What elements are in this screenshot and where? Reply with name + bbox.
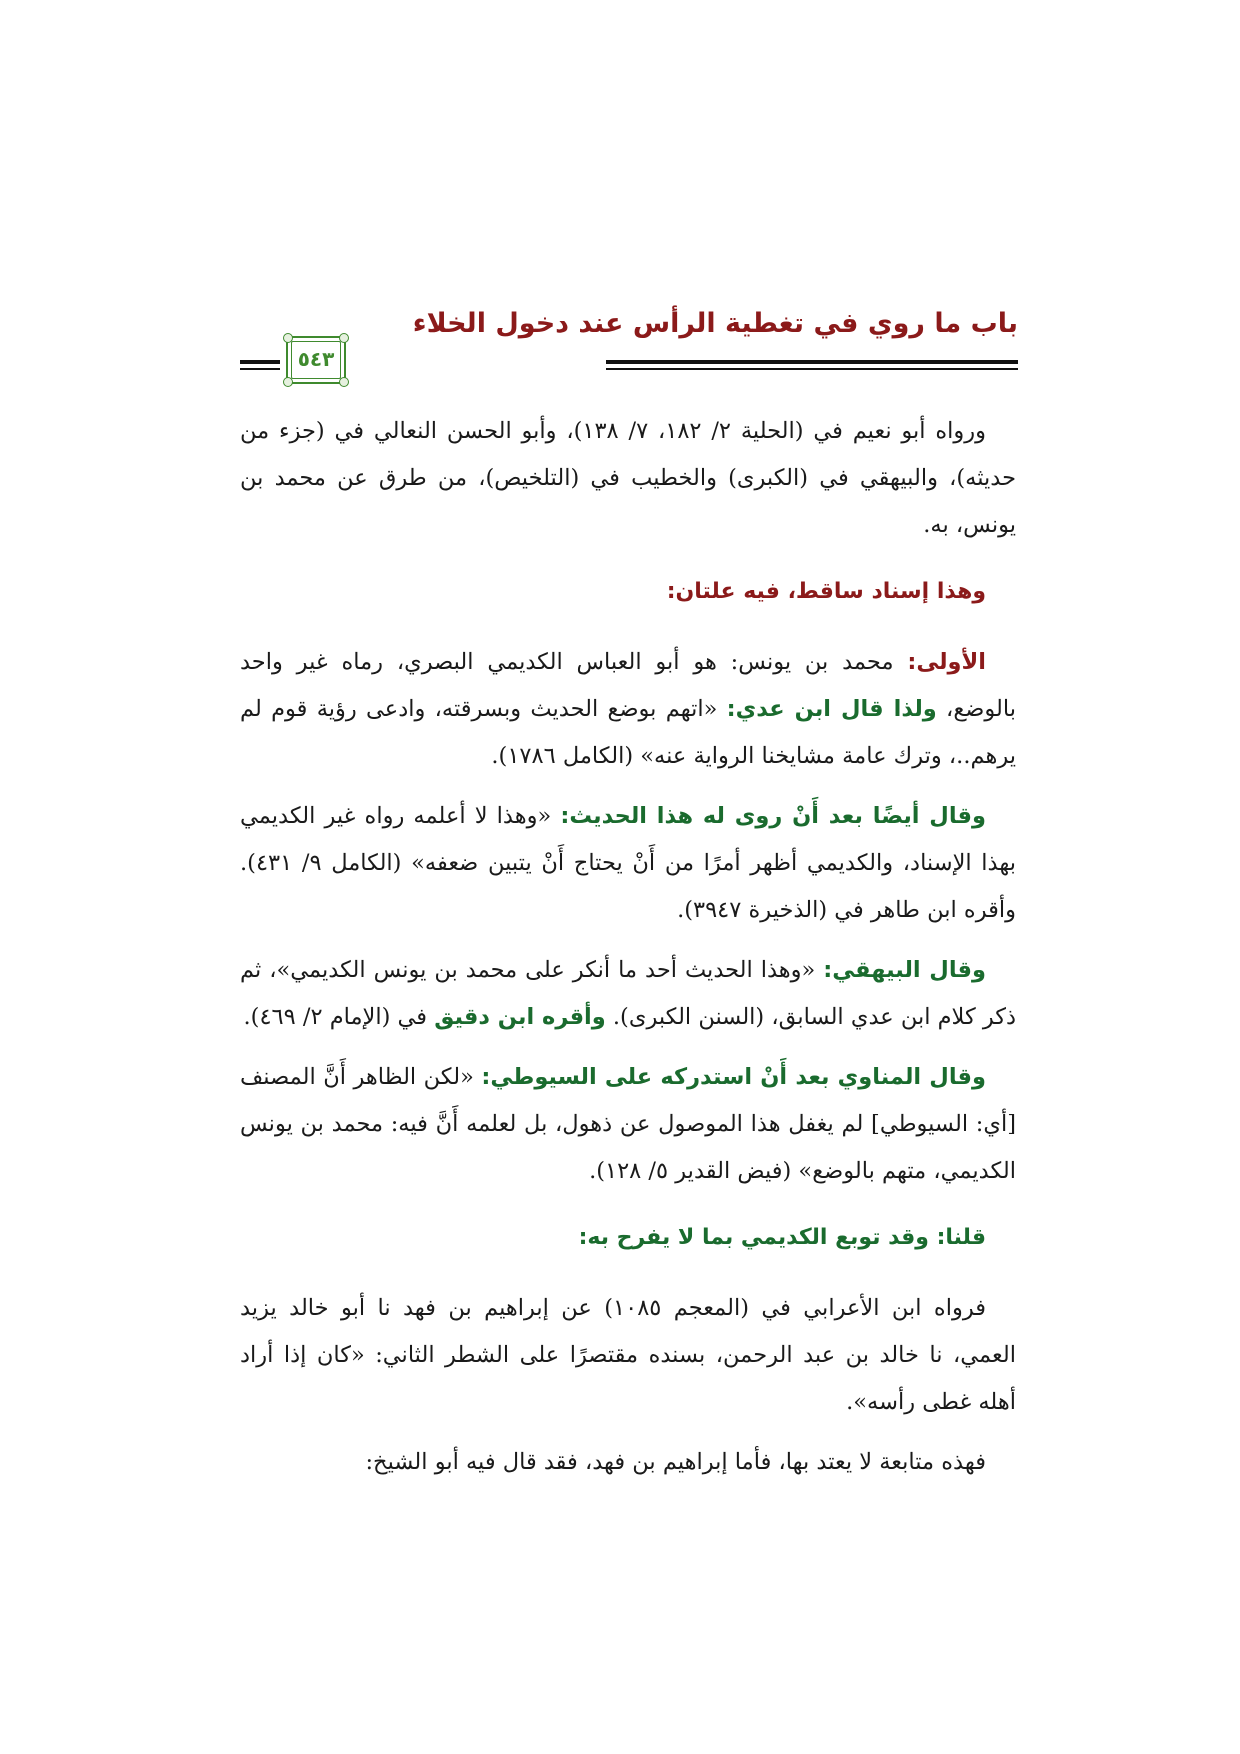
page-number-badge <box>286 336 346 384</box>
paragraph-text: «وهذا الحديث أحد ما أنكر على محمد بن يونس الكديمي»، ثم ذكر كلام ابن عدي السابق، (السنن الكبرى). <box>240 957 1016 1030</box>
page-number: ٥٤٣ <box>297 347 335 371</box>
header-rule-thick-left <box>240 360 280 364</box>
paragraph <box>240 1439 1016 1486</box>
paragraph-text: «اتهم بوضع الحديث وبسرقته، وادعى رؤية قوم لم يرهم..، وترك عامة مشايخنا الرواية عنه» (الكامل ١٧٨٦). <box>240 696 1016 769</box>
quote-attribution: وقال أيضًا بعد أَنْ روى له هذا الحديث: <box>560 803 986 829</box>
quote-attribution: وقال المناوي بعد أَنْ استدركه على السيوطي: <box>481 1064 986 1090</box>
paragraph-text: محمد بن يونس: هو أبو العباس الكديمي البصري، رماه غير واحد بالوضع، <box>240 649 1017 722</box>
paragraph-text: فهذه متابعة لا يعتد بها، فأما إبراهيم بن فهد، فقد قال فيه أبو الشيخ: <box>365 1449 986 1475</box>
header-rule-thin-right <box>606 368 1018 370</box>
ornament-icon <box>283 377 293 387</box>
paragraph <box>240 408 1016 549</box>
running-header <box>240 300 1018 390</box>
ornament-icon <box>283 333 293 343</box>
paragraph <box>240 793 1016 934</box>
paragraph-text: «لكن الظاهر أَنَّ المصنف [أي: السيوطي] لم يغفل هذا الموصول عن ذهول، بل لعلمه أَنَّ فيه: محمد بن يونس الكديمي، متهم بالوضع» (فيض القدير ٥/ ١٢٨). <box>240 1064 1016 1184</box>
section-heading: وهذا إسناد ساقط، فيه علتان: <box>666 579 986 604</box>
quote-attribution: وأقره ابن دقيق <box>434 1004 606 1030</box>
chapter-title: باب ما روي في تغطية الرأس عند دخول الخلاء <box>412 308 1018 339</box>
paragraph <box>240 1285 1016 1426</box>
paragraph-text: فرواه ابن الأعرابي في (المعجم ١٠٨٥) عن إبراهيم بن فهد نا أبو خالد يزيد العمي، نا خالد بن عبد الرحمن، بسنده مقتصرًا على الشطر الثاني: «كان إذا أراد أهله غطى رأسه». <box>240 1295 1016 1415</box>
first-defect-label: الأولى: <box>907 649 986 675</box>
section-heading: قلنا: وقد توبع الكديمي بما لا يفرح به: <box>578 1225 986 1250</box>
paragraph-text: ورواه أبو نعيم في (الحلية ٢/ ١٨٢، ٧/ ١٣٨)، وأبو الحسن النعالي في (جزء من حديثه)، والبيهقي في (الكبرى) والخطيب في (التلخيص)، من طرق عن محمد بن يونس، به. <box>240 418 1016 538</box>
header-rule-thick-right <box>606 360 1018 364</box>
paragraph <box>240 947 1016 1041</box>
header-rule-thin-left <box>240 368 280 370</box>
paragraph-text: «وهذا لا أعلمه رواه غير الكديمي بهذا الإسناد، والكديمي أظهر أمرًا من أَنْ يحتاج أَنْ يتبين ضعفه» (الكامل ٩/ ٤٣١). وأقره ابن طاهر في (الذخيرة ٣٩٤٧). <box>240 803 1017 923</box>
ornament-icon <box>339 377 349 387</box>
quote-attribution: وقال البيهقي: <box>823 957 986 983</box>
ornament-icon <box>339 333 349 343</box>
page-body <box>240 408 1016 1499</box>
quote-attribution: ولذا قال ابن عدي: <box>726 696 937 722</box>
paragraph-text: في (الإمام ٢/ ٤٦٩). <box>243 1004 435 1030</box>
paragraph <box>240 639 1016 780</box>
paragraph <box>240 1054 1016 1195</box>
